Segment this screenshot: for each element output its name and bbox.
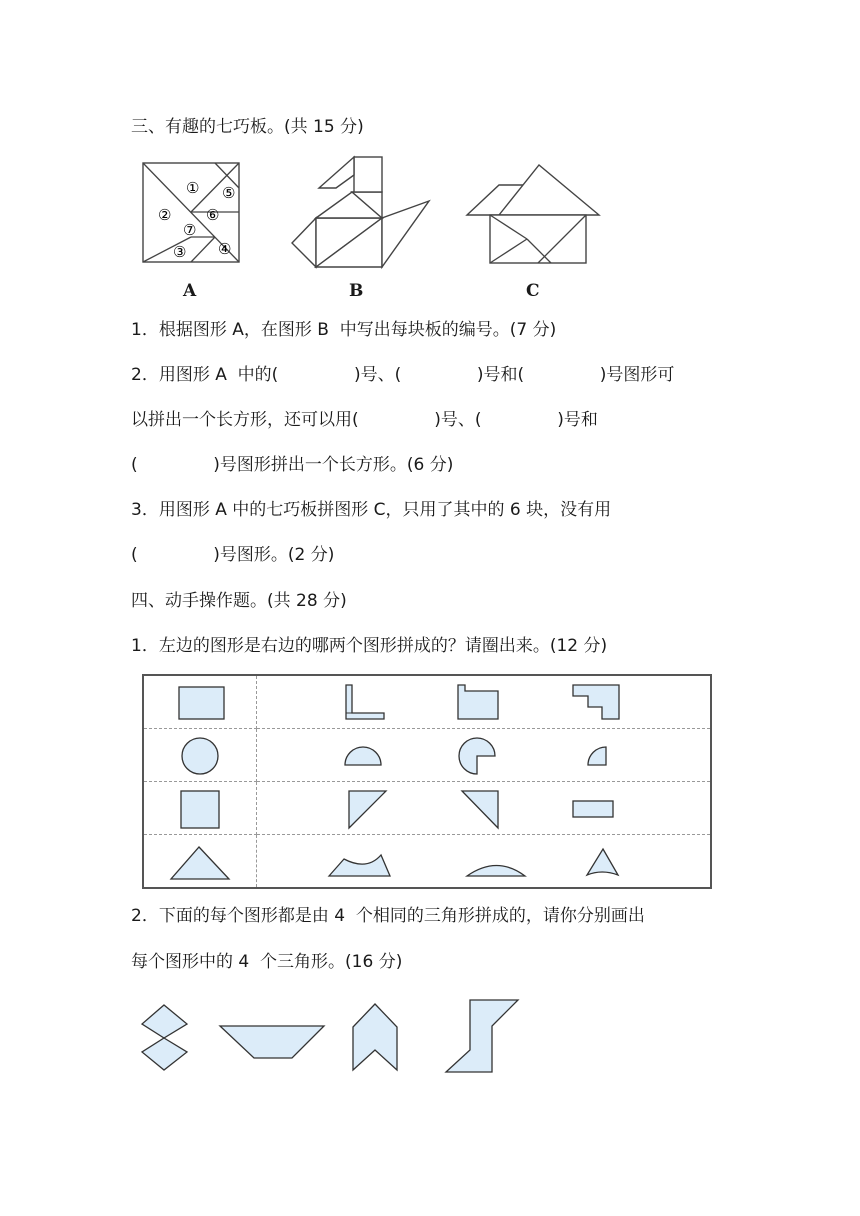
tangram-swan-icon [292,157,432,267]
triangle-shape [171,847,229,879]
diamond-top-shape[interactable] [142,1005,187,1038]
piece-7-label: ⑦ [183,221,197,239]
tangram-square-icon [143,163,240,263]
circle-shape [182,738,218,774]
l-shape-option[interactable] [346,685,384,719]
figure-c-label: C [526,281,540,301]
figure-a-label: A [183,281,197,301]
s4-question-1: 1．左边的图形是右边的哪两个图形拼成的？请圈出来。(12 分) [131,636,608,656]
piece-4-label: ④ [218,240,232,258]
triangle-option-right[interactable] [462,791,498,828]
s3-question-3-line2: ( )号图形。(2 分) [131,545,335,565]
s4-question-2-line2: 每个图形中的 4 个三角形。(16 分) [131,952,403,972]
arrow-shape[interactable] [353,1004,397,1070]
concave-trapezoid-option[interactable] [329,855,390,876]
diamond-bottom-shape[interactable] [142,1038,187,1070]
figure-b-label: B [349,281,364,301]
shape-matching-table [142,674,712,889]
trapezoid-shape[interactable] [220,1026,324,1058]
zigzag-shape[interactable] [446,1000,518,1072]
s4-question-2-line1: 2．下面的每个图形都是由 4 个相同的三角形拼成的，请你分别画出 [131,906,645,926]
square-shape [181,791,219,828]
s3-question-1: 1．根据图形 A，在图形 B 中写出每块板的编号。(7 分) [131,320,557,340]
composite-shapes-row [140,1000,530,1080]
piece-5-label: ⑤ [222,184,236,202]
section4-title: 四、动手操作题。(共 28 分) [131,591,347,611]
s3-question-3-line1: 3．用图形 A 中的七巧板拼图形 C，只用了其中的 6 块，没有用 [131,500,612,520]
piece-3-label: ③ [173,243,187,261]
three-quarter-circle-option[interactable] [459,738,495,774]
tangram-house-icon [467,165,599,265]
section3-title: 三、有趣的七巧板。(共 15 分) [131,117,364,137]
step-shape-option[interactable] [573,685,619,719]
s3-question-2-line3: ( )号图形拼出一个长方形。(6 分) [131,455,454,475]
triangle-option-left[interactable] [349,791,386,828]
quarter-circle-option[interactable] [588,747,606,765]
s3-question-2-line1: 2．用图形 A 中的( )号、( )号和( )号图形可 [131,365,675,385]
arc-segment-option[interactable] [467,866,525,877]
s3-question-2-line2: 以拼出一个长方形，还可以用( )号、( )号和 [131,410,598,430]
thin-rect-option[interactable] [573,801,613,817]
piece-6-label: ⑥ [206,206,220,224]
rectangle-shape [179,687,224,719]
piece-1-label: ① [186,179,200,197]
curved-triangle-option[interactable] [587,849,618,875]
piece-2-label: ② [158,206,172,224]
notched-rect-option[interactable] [458,685,498,719]
semicircle-option[interactable] [345,747,381,765]
